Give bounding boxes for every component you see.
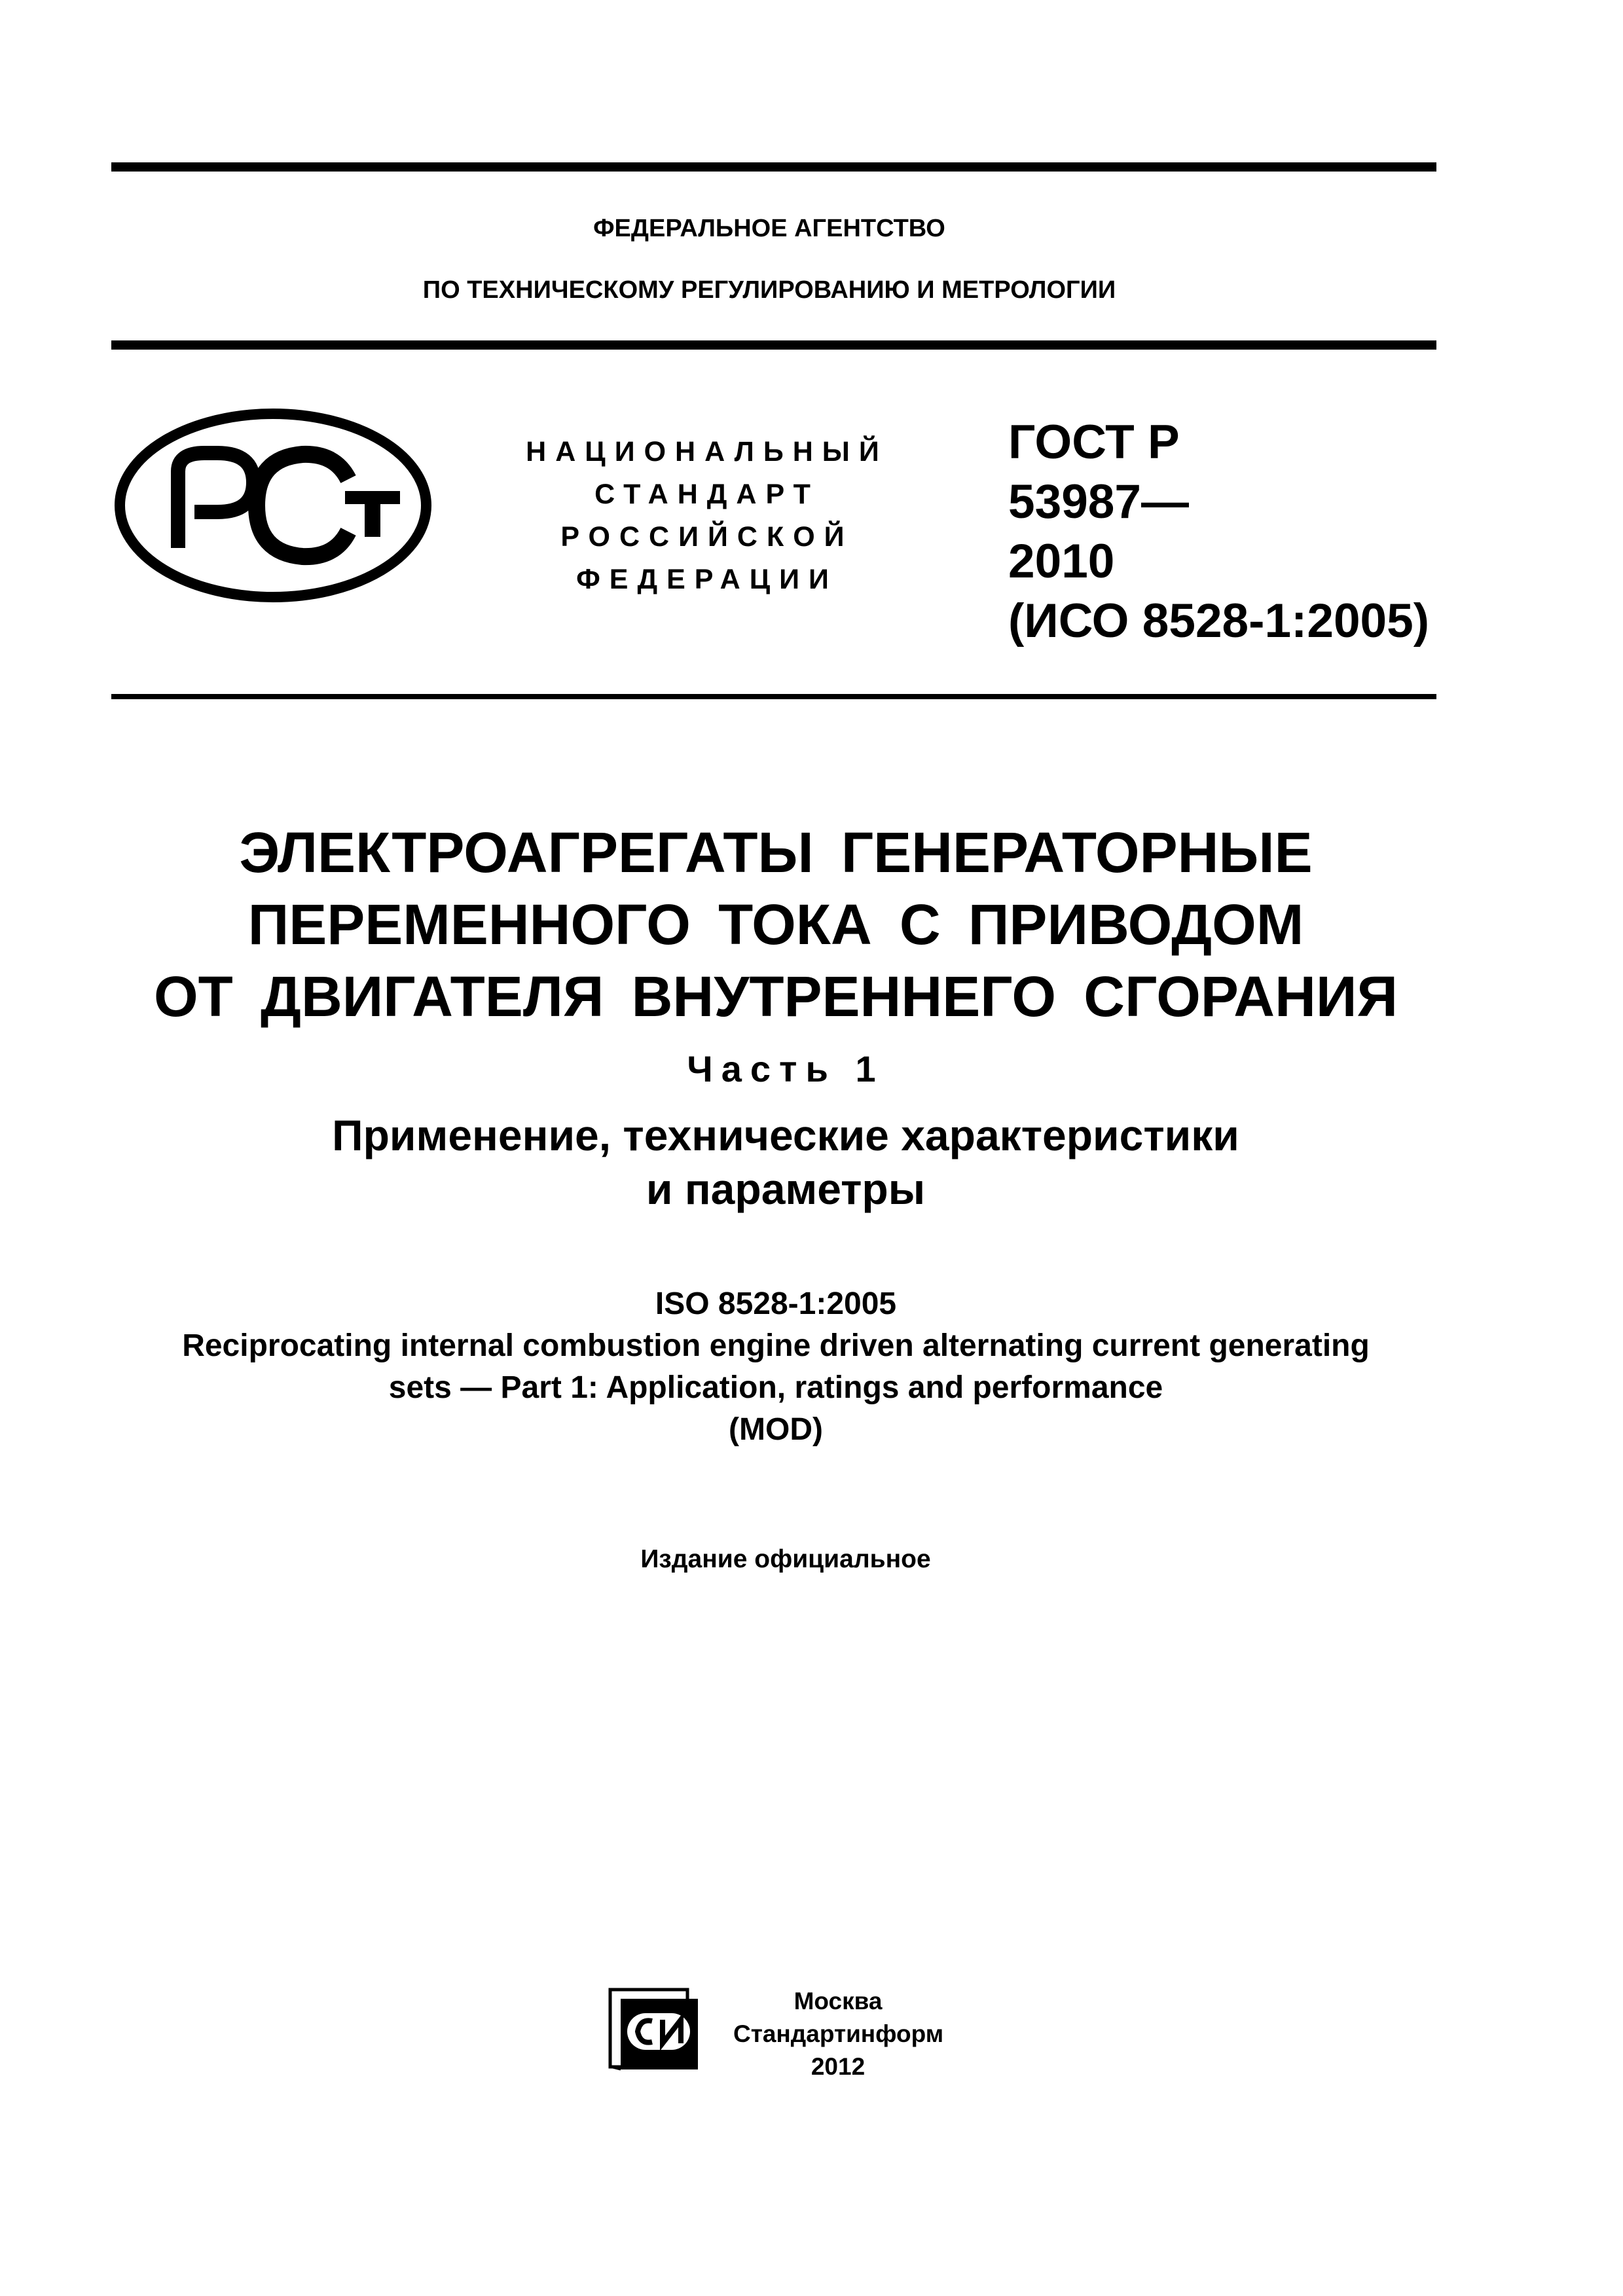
subtitle-line-1: Применение, технические характеристики	[332, 1111, 1239, 1159]
iso-reference	[85, 1283, 1467, 1451]
title-line-3: ОТ ДВИГАТЕЛЯ ВНУТРЕННЕГО СГОРАНИЯ	[153, 965, 1398, 1029]
document-subtitle	[0, 1108, 1571, 1216]
national-standard-line-3: РОССИЙСКОЙ	[560, 521, 854, 553]
title-line-1: ЭЛЕКТРОАГРЕГАТЫ ГЕНЕРАТОРНЫЕ	[239, 821, 1313, 884]
gost-line-2: 53987—	[1008, 475, 1189, 528]
agency-line-1: ФЕДЕРАЛЬНОЕ АГЕНТСТВО	[593, 215, 945, 242]
agency-line-2: ПО ТЕХНИЧЕСКОМУ РЕГУЛИРОВАНИЮ И МЕТРОЛОГИИ	[422, 276, 1116, 304]
gost-line-3: 2010	[1008, 535, 1115, 588]
title-line-2: ПЕРЕМЕННОГО ТОКА С ПРИВОДОМ	[247, 893, 1304, 957]
iso-line-1: ISO 8528-1:2005	[655, 1286, 897, 1321]
national-standard-line-4: ФЕДЕРАЦИИ	[576, 564, 838, 595]
edition-note: Издание официальное	[640, 1545, 931, 1573]
part-number: Часть 1	[687, 1048, 884, 1089]
national-standard-line-2: СТАНДАРТ	[594, 479, 820, 510]
national-standard-line-1: НАЦИОНАЛЬНЫЙ	[526, 436, 888, 467]
document-title	[85, 817, 1467, 1033]
header-rule	[111, 340, 1436, 350]
national-standard-block	[484, 431, 930, 601]
subtitle-line-2: и параметры	[646, 1165, 926, 1213]
gost-line-4: (ИСО 8528-1:2005)	[1008, 594, 1430, 647]
publisher-block	[733, 1985, 943, 2083]
publisher-name: Стандартинформ	[733, 2020, 944, 2047]
rst-mark-icon	[113, 407, 433, 604]
publisher-city: Москва	[793, 1988, 883, 2014]
iso-line-3: sets — Part 1: Application, ratings and performance	[388, 1370, 1163, 1405]
gost-designation	[1008, 412, 1429, 651]
standartinform-logo-icon	[608, 1987, 706, 2072]
iso-line-4: (MOD)	[729, 1412, 823, 1447]
gost-line-1: ГОСТ Р	[1008, 416, 1180, 469]
section-rule	[111, 694, 1436, 699]
publisher-year: 2012	[811, 2053, 866, 2080]
top-rule	[111, 162, 1436, 172]
iso-line-2: Reciprocating internal combustion engine driven alternating current generating	[182, 1328, 1370, 1363]
